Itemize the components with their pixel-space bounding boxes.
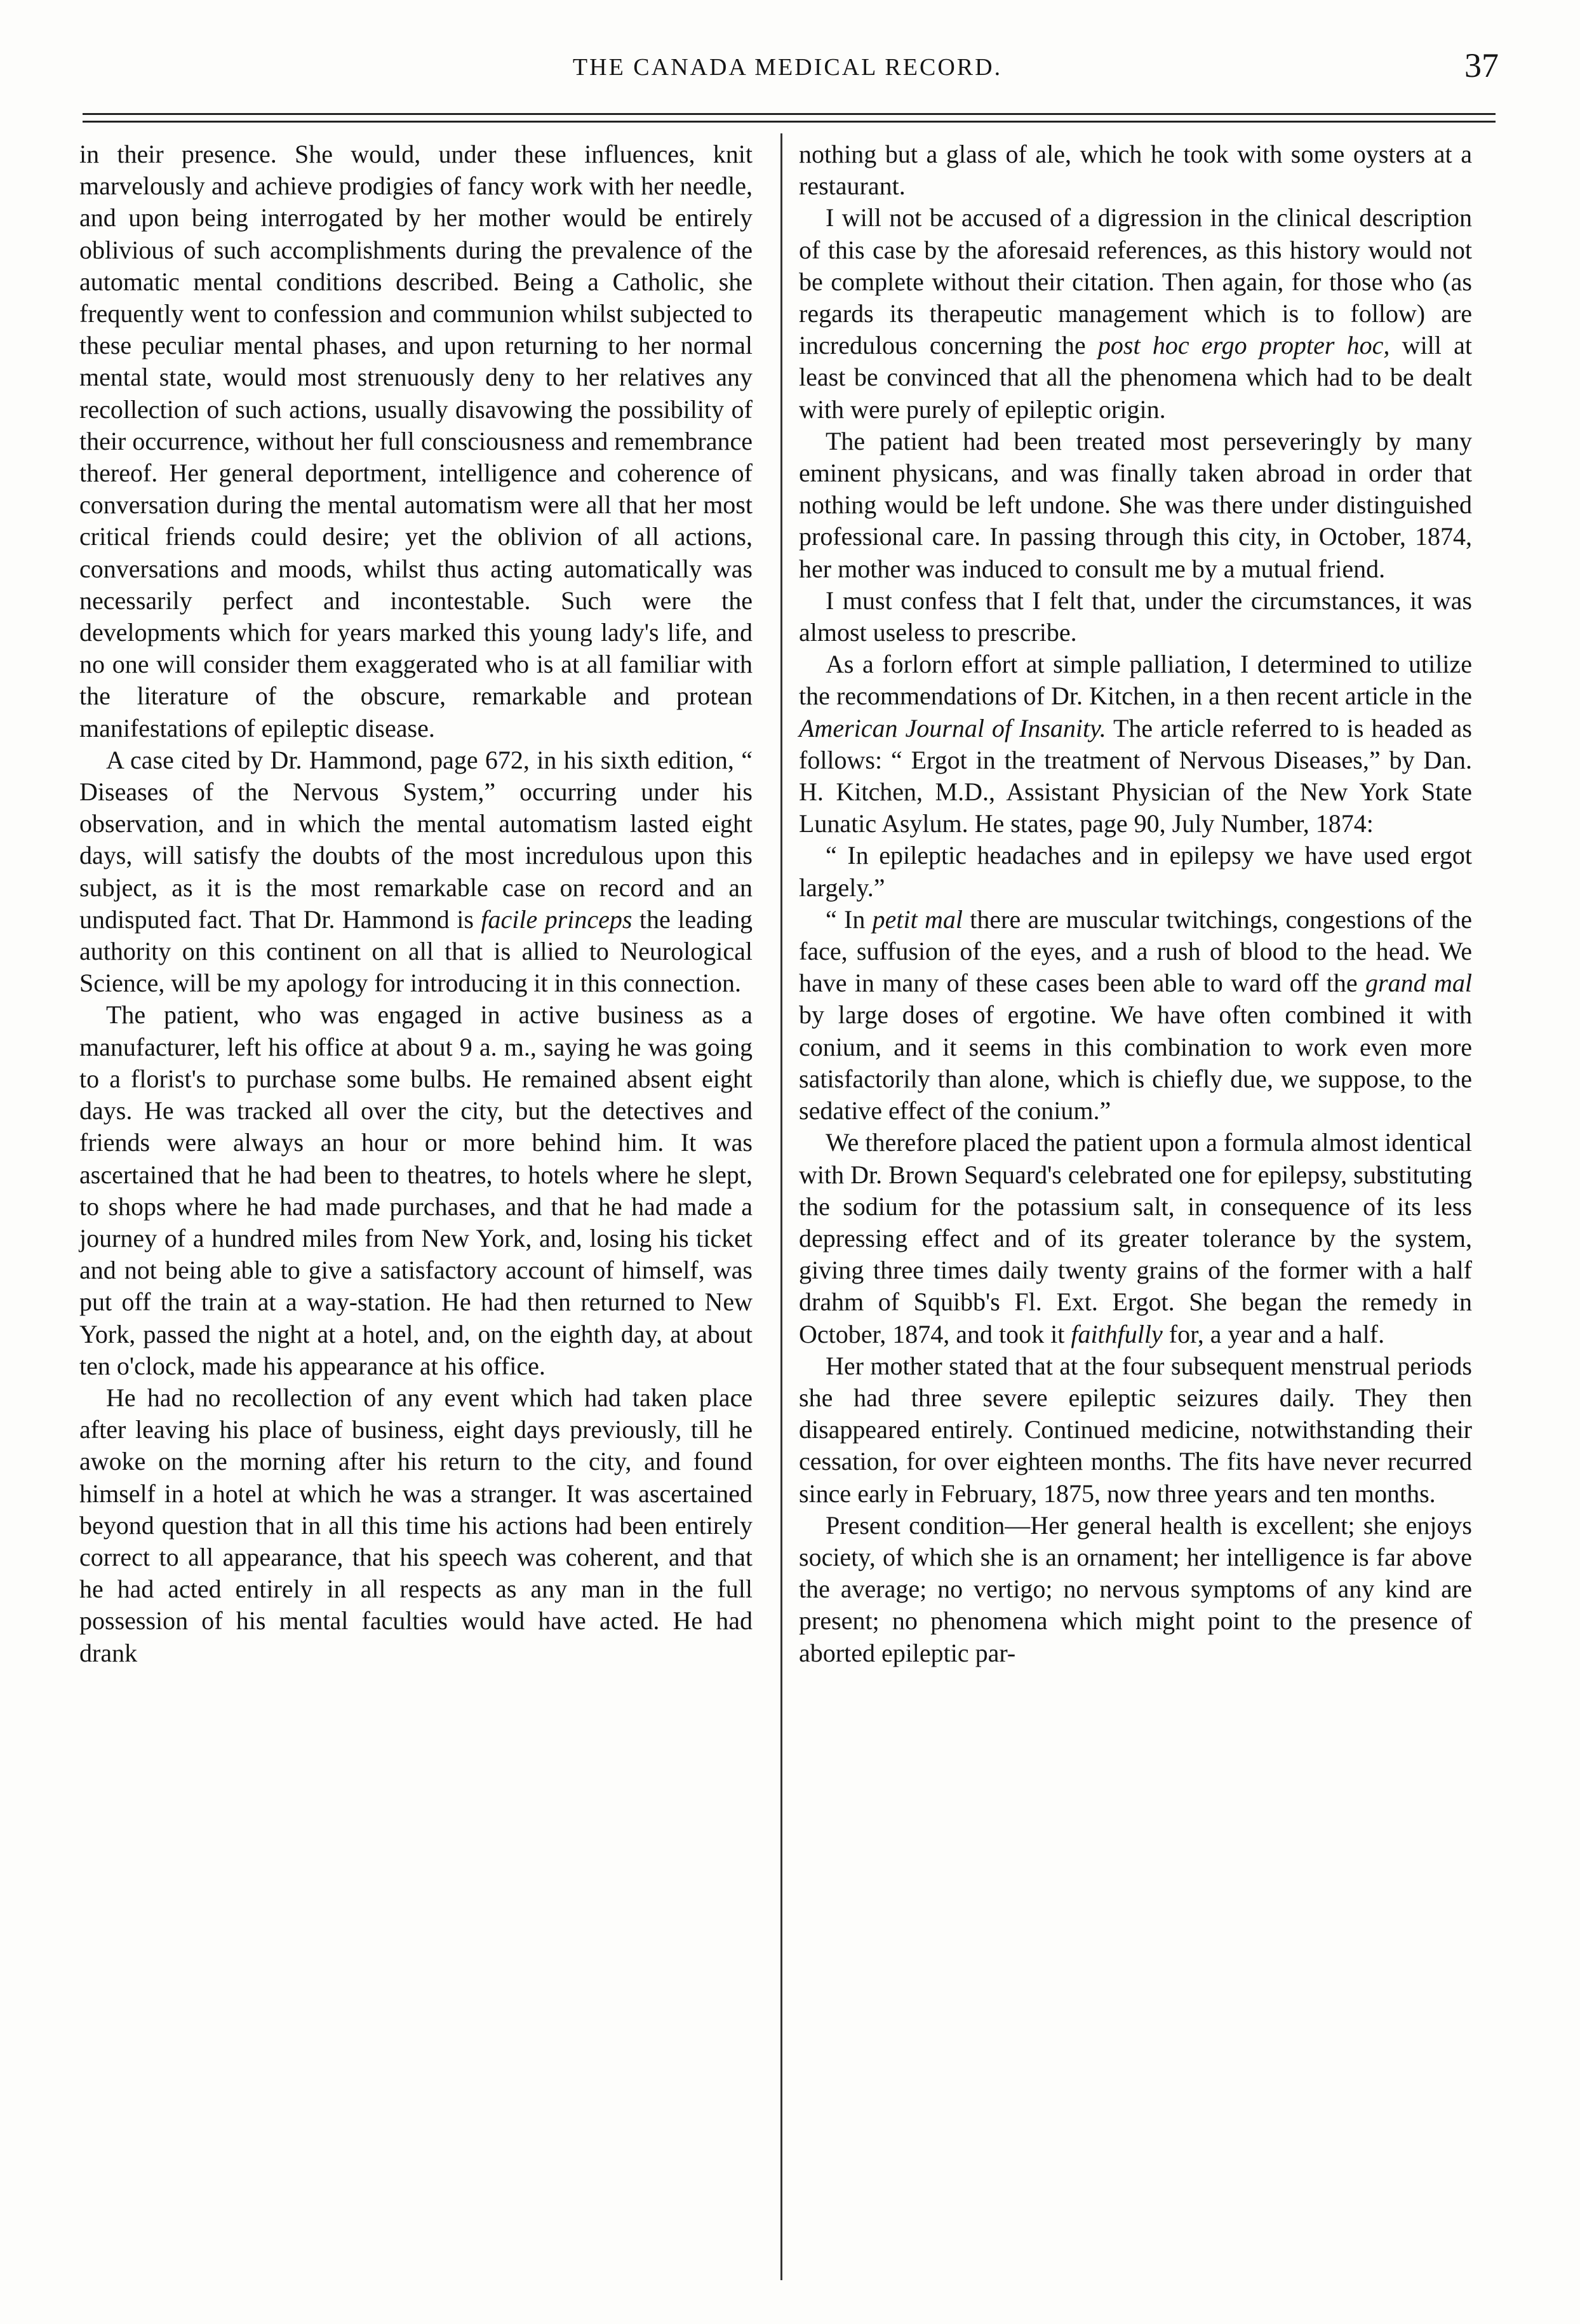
paragraph: He had no recollection of any event which had taken place after leaving his place of business, eight days previously, till he awoke on the morning after his return to the city, and found himself in a hotel at which he was a stranger. It was ascertained beyond question that in all this time his actions had been entirely correct to all appearance, that his speech was coherent, and that he had acted entirely in all respects as any man in the full possession of his mental faculties would have acted. He had drank — [79, 1383, 753, 1667]
page-number: 37 — [1464, 46, 1499, 84]
paragraph: I must confess that I felt that, under the circumstances, it was almost useless to prescribe. — [799, 586, 1472, 647]
text-run: “ In — [826, 904, 873, 934]
header-rule-top — [83, 113, 1496, 115]
paragraph — [799, 648, 1472, 840]
italic-phrase: American Journal of Insanity. — [799, 713, 1106, 742]
text-run: there are muscular twitchings, congestions of the face, suffusion of the eyes, and a rush of blood to the head. We have in many of these cases been able to ward off the — [799, 904, 1473, 998]
text-run: As a forlorn effort at simple palliation, I determined to utilize the recommendations of Dr. Kitchen, in a then recent article in the — [799, 650, 1472, 711]
text-run: We therefore placed the patient upon a formula almost identical with Dr. Brown Sequard's celebrated one for epilepsy, substituting the sodium for the potassium salt, in consequence of its less depressing effect and of its greater tolerance by the system, giving three times daily twenty grains of the former with a half drahm of Squibb's Fl. Ext. Ergot. She began the remedy in October, 1874, and took it — [799, 1128, 1472, 1348]
text-run: will at least be convinced that all the phenomena which had to be dealt with were purely of epileptic origin. — [799, 331, 1473, 424]
text-run: The article referred to is headed as follows: “ Ergot in the treatment of Nervous Diseases,” by Dan. H. Kitchen, M.D., Assistant Physician of the New York State Lunatic Asylum. He states, page 90, July Number, 1874: — [799, 713, 1473, 838]
paragraph — [799, 1127, 1472, 1350]
paragraph: in their presence. She would, under these influences, knit marvelously and achieve prodigies of fancy work with her needle, and upon being interrogated by her mother would be entirely oblivious of such accomplishments during the prevalence of the automatic mental conditions described. Being a Catholic, she frequently went to confession and communion whilst subjected to these peculiar mental phases, and upon returning to her normal mental state, would most strenuously deny to her relatives any recollection of such actions, usually disavowing the possibility of their occurrence, without her full consciousness and remembrance thereof. Her general deportment, intelligence and coherence of conversation during the mental automatism were all that her most critical friends could desire; yet the oblivion of all actions, conversations and moods, whilst thus acting automatically was necessarily perfect and incontestable. Such were the developments which for years marked this young lady's life, and no one will consider them exaggerated who is at all familiar with the literature of the obscure, remarkable and protean manifestations of epileptic disease. — [79, 140, 753, 742]
column-divider — [780, 133, 782, 2280]
paragraph: The patient, who was engaged in active business as a manufacturer, left his office at about 9 a. m., saying he was going to a florist's to purchase some bulbs. He remained absent eight days. He was tracked all over the city, but the detectives and friends were always an hour or more behind him. It was ascertained that he had been to theatres, to hotels where he slept, to shops where he had made purchases, and that he had made a journey of a hundred miles from New York, and, losing his ticket and not being able to give a satisfactory account of himself, was put off the train at a way-station. He had then returned to New York, passed the night at a hotel, and, on the eighth day, at about ten o'clock, made his appearance at his office. — [79, 1000, 753, 1380]
paragraph: Her mother stated that at the four subsequent menstrual periods she had three severe epileptic seizures daily. They then disappeared entirely. Continued medicine, notwithstanding their cessation, for over eighteen months. The fits have never recurred since early in February, 1875, now three years and ten months. — [799, 1351, 1472, 1508]
paragraph: The patient had been treated most perseveringly by many eminent physicans, and was finally taken abroad in order that nothing would be left undone. She was there under distinguished professional care. In passing through this city, in October, 1874, her mother was induced to consult me by a mutual friend. — [799, 426, 1472, 583]
italic-phrase: facile princeps — [481, 904, 633, 934]
journal-title: THE CANADA MEDICAL RECORD. — [572, 54, 1003, 81]
paragraph — [799, 202, 1472, 425]
header-rule-bottom — [83, 121, 1496, 123]
italic-phrase: grand mal — [1365, 969, 1472, 998]
italic-phrase: faithfully — [1071, 1319, 1163, 1348]
paragraph: Present condition—Her general health is excellent; she enjoys society, of which she is an ornament; her intelligence is far above the average; no vertigo; no nervous symptoms of any kind are present; no phenomena which might point to the presence of aborted epileptic par- — [799, 1510, 1472, 1667]
text-run: I will not be accused of a digression in the clinical description of this case by the aforesaid references, as this history would not be complete without their citation. Then again, for those who (as regards its therapeutic management which is to follow) are incredulous concerning the — [799, 203, 1472, 360]
right-column — [799, 138, 1472, 1669]
text-run: A case cited by Dr. Hammond, page 672, in his sixth edition, “ Diseases of the Nervous System,” occurring under his observation, and in which the mental automatism lasted eight days, will satisfy the doubts of the most incredulous upon this subject, as it is the most remarkable case on record and an undisputed fact. That Dr. Hammond is — [79, 745, 753, 934]
italic-phrase: petit mal — [872, 904, 963, 934]
left-column — [79, 138, 753, 1669]
quotation: “ In epileptic headaches and in epilepsy we have used ergot largely.” — [799, 841, 1472, 902]
text-run: the leading authority on this continent on all that is allied to Neurological Science, will be my apology for introducing it in this connection. — [79, 904, 753, 998]
quotation — [799, 904, 1472, 1127]
text-run: for, a year and a half. — [1162, 1319, 1385, 1348]
text-run: by large doses of ergotine. We have often combined it with conium, and it seems in this combination to work even more satisfactorily than alone, which is chiefly due, we suppose, to the sedative effect of the conium.” — [799, 1000, 1472, 1125]
paragraph: nothing but a glass of ale, which he took with some oysters at a restaurant. — [799, 140, 1472, 201]
running-head — [76, 44, 1499, 89]
paragraph — [79, 744, 753, 1000]
italic-phrase: post hoc ergo propter hoc, — [1097, 331, 1390, 360]
